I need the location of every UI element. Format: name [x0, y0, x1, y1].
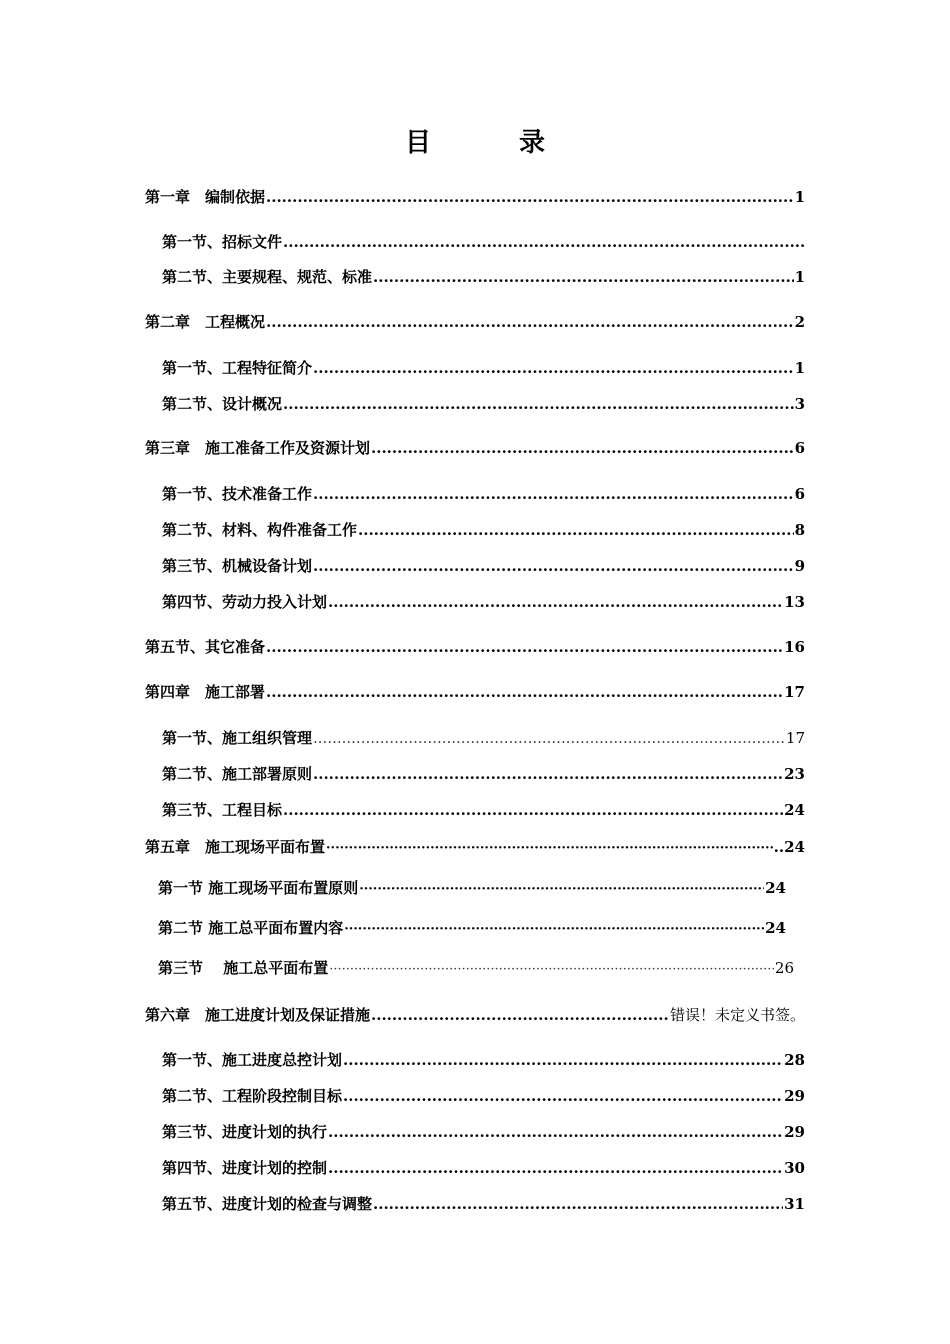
toc-entry-chapter-3[interactable]: 第三章 施工准备工作及资源计划 ..... 6: [145, 437, 805, 458]
toc-entry-4-1[interactable]: 第一节、施工组织管理 ..... 17: [162, 727, 805, 748]
toc-entry-chapter-5[interactable]: 第五章 施工现场平面布置 ····· ..24: [145, 836, 805, 857]
toc-entry-chapter-4[interactable]: 第四章 施工部署 ..... 17: [145, 681, 805, 702]
toc-entry-6-2[interactable]: 第二节、工程阶段控制目标 ..... 29: [162, 1085, 805, 1106]
toc-entry-3-2[interactable]: 第二节、材料、构件准备工作 ..... 8: [162, 519, 805, 540]
toc-entry-4-3[interactable]: 第三节、工程目标 ..... 24: [162, 799, 805, 820]
toc-entry-3-3[interactable]: 第三节、机械设备计划 ..... 9: [162, 555, 805, 576]
toc-entry-6-5[interactable]: 第五节、进度计划的检查与调整 ..... 31: [162, 1193, 805, 1214]
toc-entry-chapter-2[interactable]: 第二章 工程概况 ..... 2: [145, 311, 805, 332]
toc-entry-2-1[interactable]: 第一节、工程特征简介 ..... 1: [162, 357, 805, 378]
toc-entry-6-1[interactable]: 第一节、施工进度总控计划 ..... 28: [162, 1049, 805, 1070]
toc-entry-4-2[interactable]: 第二节、施工部署原则 ..... 23: [162, 763, 805, 784]
toc-entry-3-1[interactable]: 第一节、技术准备工作 ..... 6: [162, 483, 805, 504]
toc-entry-1-1[interactable]: 第一节、招标文件 .....: [162, 231, 805, 252]
toc-entry-6-3[interactable]: 第三节、进度计划的执行 ..... 29: [162, 1121, 805, 1142]
toc-entry-chapter-1[interactable]: 第一章 编制依据 ..... 1: [145, 186, 805, 207]
toc-entry-chapter-6[interactable]: 第六章 施工进度计划及保证措施 ..... 错误！未定义书签。: [145, 1004, 805, 1025]
toc-entry-3-5[interactable]: 第五节、其它准备 ..... 16: [145, 636, 805, 657]
toc-entry-1-2[interactable]: 第二节、主要规程、规范、标准 ..... 1: [162, 266, 805, 287]
toc-entry-3-4[interactable]: 第四节、劳动力投入计划 ..... 13: [162, 591, 805, 612]
toc-entry-5-3[interactable]: 第三节 施工总平面布置 ····· 26: [158, 957, 794, 978]
toc-entry-2-2[interactable]: 第二节、设计概况 ..... 3: [162, 393, 805, 414]
toc-entry-5-1[interactable]: 第一节 施工现场平面布置原则 ····· 24: [158, 877, 786, 898]
toc-entry-5-2[interactable]: 第二节 施工总平面布置内容 ····· 24: [158, 917, 786, 938]
toc-entry-6-4[interactable]: 第四节、进度计划的控制 ..... 30: [162, 1157, 805, 1178]
title-char-1: 目: [404, 128, 431, 158]
title-char-2: 录: [519, 128, 546, 158]
